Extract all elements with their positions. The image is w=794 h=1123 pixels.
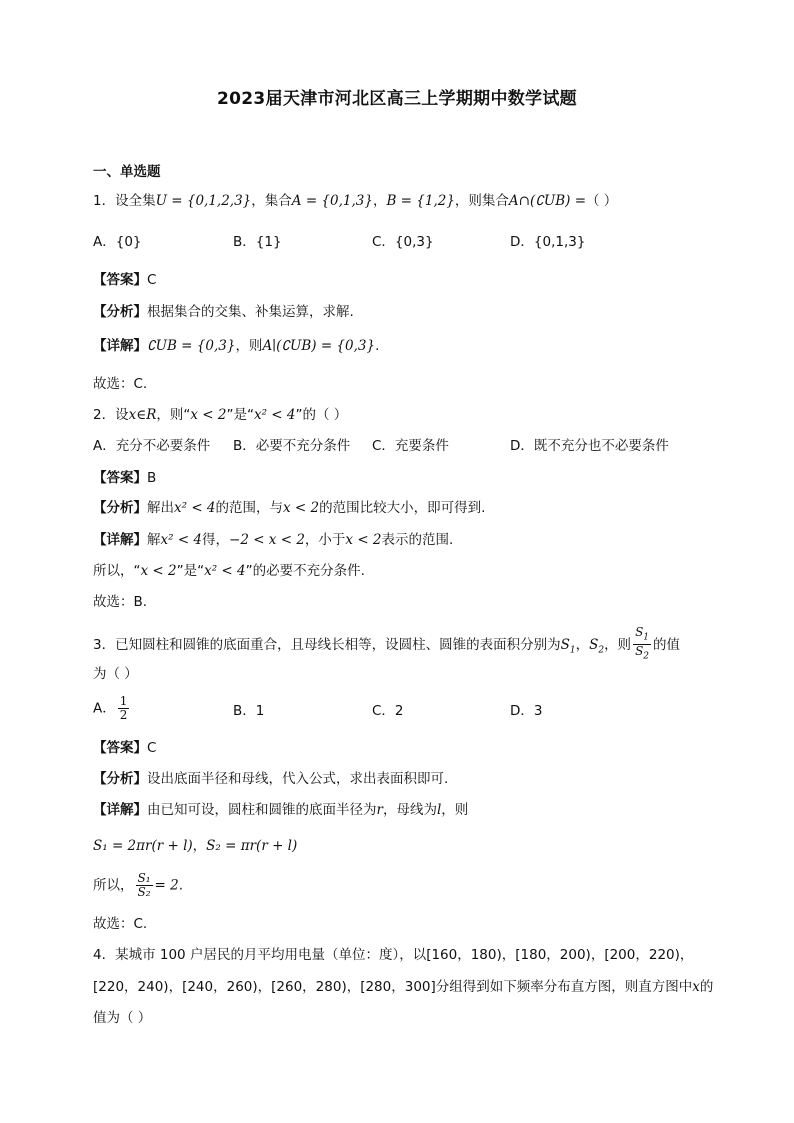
question-3-stem-cont: 为（ ） — [93, 666, 138, 682]
option-c: C．充要条件 — [372, 438, 449, 454]
fraction-s1-s2: $\frac{S_1}{S_2}$ — [635, 625, 650, 662]
question-2-conclusion: 故选：B. — [93, 594, 148, 610]
question-4-line-1: 4．某城市 100 户居民的月平均用电量（单位：度），以[160，180)，[180，200)，[200，220)， — [93, 947, 694, 963]
option-c: C．{0,3} — [372, 234, 434, 250]
option-c: C．2 — [372, 703, 404, 719]
question-3-answer: 【答案】C — [93, 740, 157, 756]
question-1-answer: 【答案】C — [93, 272, 157, 288]
question-1-conclusion: 故选：C. — [93, 376, 148, 392]
question-3-formula: S₁ = 2πr(r + l)，S₂ = πr(r + l) — [93, 838, 298, 854]
page-title: 2023届天津市河北区高三上学期期中数学试题 — [217, 89, 577, 109]
question-2-detail: 【详解】解x² < 4得，−2 < x < 2，小于x < 2表示的范围. — [93, 532, 454, 548]
question-2-so: 所以，“x < 2”是“x² < 4”的必要不充分条件. — [93, 563, 365, 579]
option-b: B．{1} — [233, 234, 282, 250]
section-heading: 一、单选题 — [93, 164, 161, 180]
question-4-line-3: 值为（ ） — [93, 1010, 152, 1026]
question-3-analysis: 【分析】设出底面半径和母线，代入公式，求出表面积即可. — [93, 771, 449, 787]
question-3-detail: 【详解】由已知可设，圆柱和圆锥的底面半径为r，母线为l，则 — [93, 802, 469, 818]
question-3-stem: 3．已知圆柱和圆锥的底面重合，且母线长相等，设圆柱、圆锥的表面积分别为$S_1$，$S_2$，则 $\frac{S_1}{S_2}$ 的值 — [93, 625, 681, 662]
question-2-answer: 【答案】B — [93, 470, 157, 486]
option-d: D．3 — [510, 703, 543, 719]
option-b: B．1 — [233, 703, 265, 719]
option-a: A．充分不必要条件 — [93, 438, 211, 454]
fraction-ratio: $\frac{\text{S₁}}{\text{S₂}}$ — [137, 871, 151, 899]
question-1-detail: 【详解】∁UB = {0,3}，则A∣(∁UB) = {0,3}. — [93, 338, 380, 354]
option-a: A． $\frac{1}{2}$ — [93, 694, 128, 722]
question-2-stem: 2．设x∈R，则“x < 2”是“x² < 4”的（ ） — [93, 407, 348, 423]
question-1-stem: 1．设全集U = {0,1,2,3}，集合A = {0,1,3}，B = {1,2}，则集合A∩(∁UB) =（ ） — [93, 193, 618, 209]
option-a: A．{0} — [93, 234, 142, 250]
question-3-conclusion: 故选：C. — [93, 916, 148, 932]
question-3-so: 所以， $\frac{\text{S₁}}{\text{S₂}}$ = 2. — [93, 871, 184, 899]
question-1-analysis: 【分析】根据集合的交集、补集运算，求解. — [93, 304, 354, 320]
option-d: D．既不充分也不必要条件 — [510, 438, 669, 454]
option-d: D．{0,1,3} — [510, 234, 586, 250]
question-4-line-2: [220，240)，[240，260)，[260，280)，[280，300]分组得到如下频率分布直方图，则直方图中x的 — [93, 979, 714, 995]
option-b: B．必要不充分条件 — [233, 438, 351, 454]
question-2-analysis: 【分析】解出x² < 4的范围，与x < 2的范围比较大小，即可得到. — [93, 500, 486, 516]
